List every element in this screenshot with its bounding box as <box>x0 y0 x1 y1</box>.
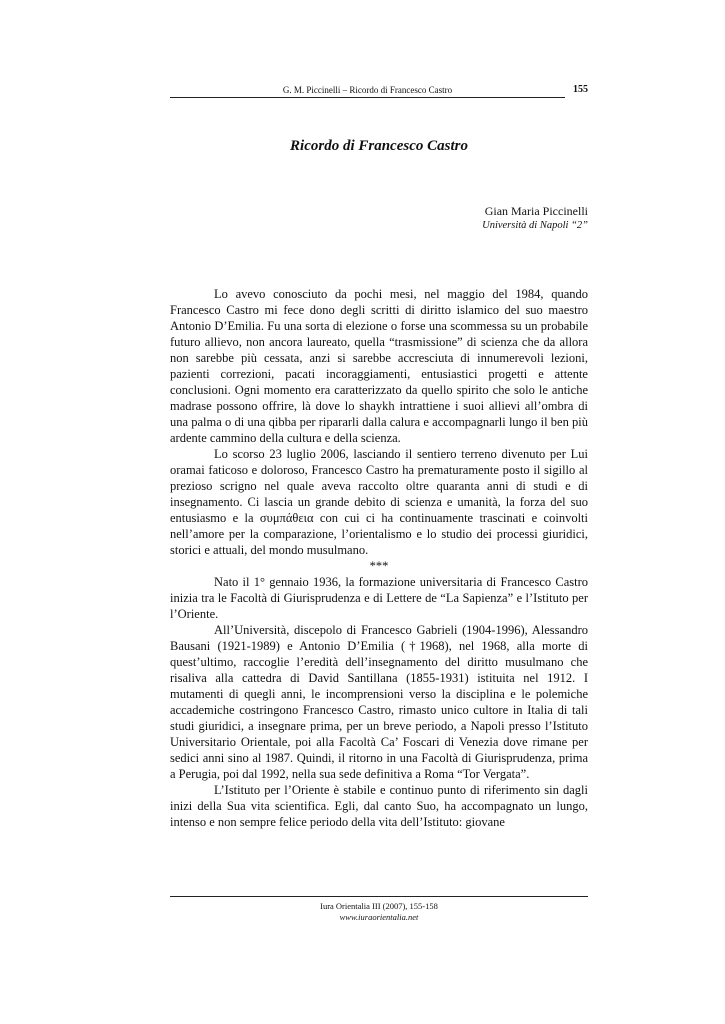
section-separator: *** <box>369 559 389 573</box>
article-title: Ricordo di Francesco Castro <box>290 138 468 154</box>
paragraph: L’Istituto per l’Oriente è stabile e continuo punto di riferimento sin dagli inizi della Sua vita scientifica. Egli, dal canto Suo, ha accompagnato un lungo, intenso e non sempre felice periodo della vita dell’Istituto: giovane <box>170 783 588 829</box>
article-body <box>170 286 588 830</box>
author-name: Gian Maria Piccinelli <box>484 204 588 218</box>
page-footer <box>170 901 588 923</box>
header-divider <box>170 97 565 98</box>
paragraph: Lo scorso 23 luglio 2006, lasciando il sentiero terreno divenuto per Lui oramai faticoso e doloroso, Francesco Castro ha prematuramente posto il sigillo al prezioso scrigno nel quale aveva raccolto oltre quaranta anni di studi e di insegnamento. Ci lascia un grande debito di scienza e umanità, la forza del suo entusiasmo e la συμπάθεια con cui ci ha continuamente trascinati e coinvolti nell’amore per la comparazione, l’orientalismo e lo studio dei processi giuridici, storici e attuali, del mondo musulmano. <box>170 447 588 557</box>
footer-divider <box>170 896 588 897</box>
paragraph: Lo avevo conosciuto da pochi mesi, nel maggio del 1984, quando Francesco Castro mi fece dono degli scritti di diritto islamico del suo maestro Antonio D’Emilia. Fu una sorta di elezione o forse una scommessa su un probabile futuro allievo, non ancora laureato, quella “trasmissione” di scienza che da allora non sarebbe più cessata, anzi si sarebbe accresciuta di innumerevoli lezioni, pazienti correzioni, pacati incoraggiamenti, entusiastici progetti e attente conclusioni. Ogni momento era caratterizzato da quello spirito che solo le antiche madrase possono offrire, là dove lo shaykh intrattiene i suoi allievi all’ombra di una palma o di una qibba per ripararli dalla calura e accompagnarli lungo il ben più ardente cammino della cultura e della scienza. <box>170 287 588 445</box>
journal-citation: Iura Orientalia III (2007), 155-158 <box>320 901 438 911</box>
running-title: G. M. Piccinelli – Ricordo di Francesco Castro <box>282 85 453 95</box>
page-number: 155 <box>573 84 588 95</box>
paragraph: Nato il 1° gennaio 1936, la formazione universitaria di Francesco Castro inizia tra le Facoltà di Giurisprudenza e di Lettere de “La Sapienza” e l’Istituto per l’Oriente. <box>170 575 588 621</box>
author-block <box>482 204 588 231</box>
author-affiliation: Università di Napoli “2” <box>482 220 588 231</box>
journal-website: www.iuraorientalia.net <box>339 912 419 922</box>
paragraph: All’Università, discepolo di Francesco Gabrieli (1904-1996), Alessandro Bausani (1921-1989) e Antonio D’Emilia (†1968), nel 1968, alla morte di quest’ultimo, raccoglie l’eredità dell’insegnamento del diritto musulmano che risaliva alla cattedra di David Santillana (1855-1931) istituita nel 1912. I mutamenti di quegli anni, le incomprensioni verso la disciplina e le polemiche accademiche costringono Francesco Castro, rimasto unico cultore in Italia di tali studi giuridici, a insegnare prima, per un breve periodo, a Napoli presso l’Istituto Universitario Orientale, poi alla Facoltà Ca’ Foscari di Venezia dove rimane per sedici anni sino al 1987. Quindi, il ritorno in una Facoltà di Giurisprudenza, prima a Perugia, poi dal 1992, nella sua sede definitiva a Roma “Tor Vergata”. <box>170 623 588 781</box>
